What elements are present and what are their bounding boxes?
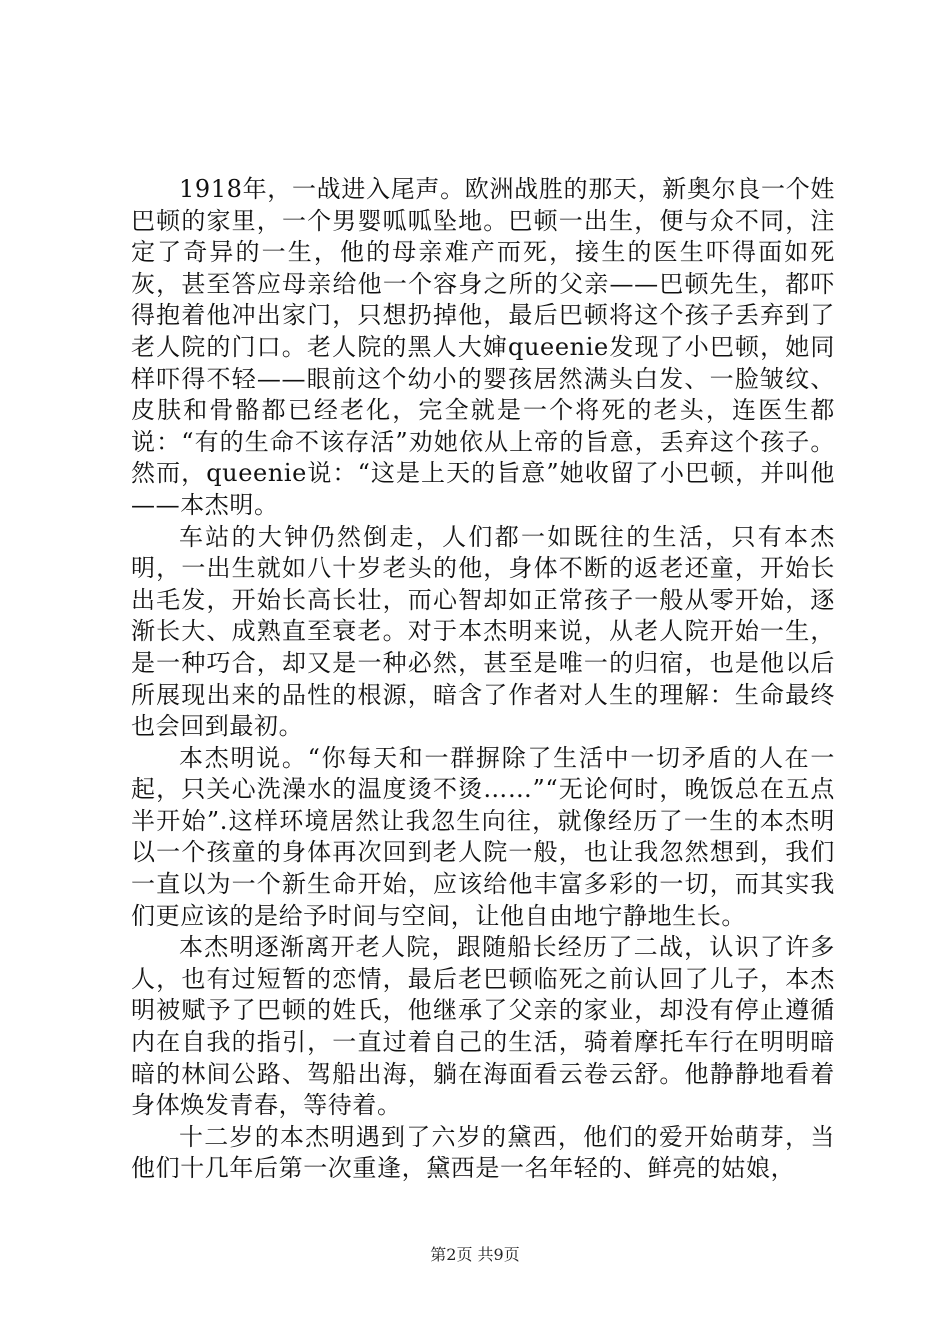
paragraph: 本杰明逐渐离开老人院，跟随船长经历了二战，认识了许多人，也有过短暂的恋情，最后老巴顿临死之前认回了儿子，本杰明被赋予了巴顿的姓氏，他继承了父亲的家业，却没有停止遵循内在自我的指引，一直过着自己的生活，骑着摩托车行在明明暗暗的林间公路、驾船出海，躺在海面看云卷云舒。他静静地看着身体焕发青春，等待着。 xyxy=(131,933,835,1120)
paragraph: 本杰明说。“你每天和一群摒除了生活中一切矛盾的人在一起，只关心洗澡水的温度烫不烫……”“无论何时，晚饭总在五点半开始”.这样环境居然让我忽生向往，就像经历了一生的本杰明以一个孩童的身体再次回到老人院一般，也让我忽然想到，我们一直以为一个新生命开始，应该给他丰富多彩的一切，而其实我们更应该的是给予时间与空间，让他自由地宁静地生长。 xyxy=(131,743,835,930)
paragraph: 1918年，一战进入尾声。欧洲战胜的那天，新奥尔良一个姓巴顿的家里，一个男婴呱呱坠地。巴顿一出生，便与众不同，注定了奇异的一生，他的母亲难产而死，接生的医生吓得面如死灰，甚至答应母亲给他一个容身之所的父亲——巴顿先生，都吓得抱着他冲出家门，只想扔掉他，最后巴顿将这个孩子丢弃到了老人院的门口。老人院的黑人大婶queenie发现了小巴顿，她同样吓得不轻——眼前这个幼小的婴孩居然满头白发、一脸皱纹、皮肤和骨骼都已经老化，完全就是一个将死的老头，连医生都说：“有的生命不该存活”劝她依从上帝的旨意，丢弃这个孩子。然而，queenie说：“这是上天的旨意”她收留了小巴顿，并叫他——本杰明。 xyxy=(131,175,835,519)
paragraph: 十二岁的本杰明遇到了六岁的黛西，他们的爱开始萌芽，当他们十几年后第一次重逢，黛西是一名年轻的、鲜亮的姑娘， xyxy=(131,1122,835,1183)
page-number-footer: 第2页 共9页 xyxy=(430,1245,520,1264)
document-body xyxy=(131,174,835,1185)
paragraph: 车站的大钟仍然倒走，人们都一如既往的生活，只有本杰明，一出生就如八十岁老头的他，身体不断的返老还童，开始长出毛发，开始长高长壮，而心智却如正常孩子一般从零开始，逐渐长大、成熟直至衰老。对于本杰明来说，从老人院开始一生，是一种巧合，却又是一种必然，甚至是唯一的归宿，也是他以后所展现出来的品性的根源，暗含了作者对人生的理解：生命最终也会回到最初。 xyxy=(131,522,835,741)
